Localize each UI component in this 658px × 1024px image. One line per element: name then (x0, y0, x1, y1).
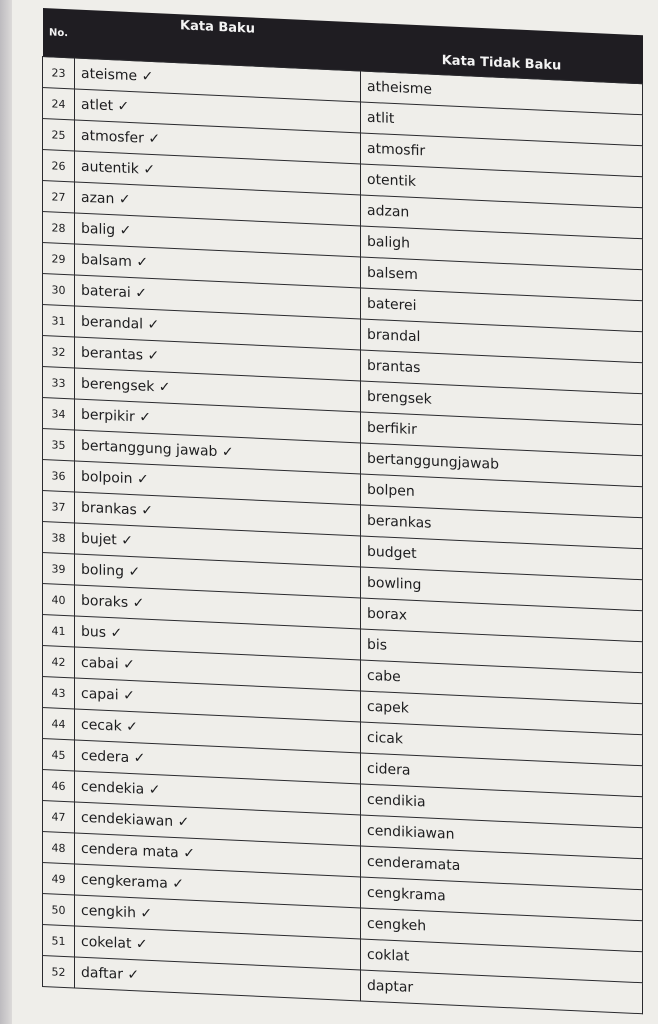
row-number: 46 (43, 770, 75, 802)
kata-baku-cell: berandal ✓ (75, 306, 361, 350)
kata-tidak-baku-cell: cengkeh (361, 908, 643, 952)
kata-tidak-baku-cell: bowling (361, 567, 643, 611)
row-number: 36 (43, 460, 75, 492)
kata-tidak-baku-cell: budget (361, 536, 643, 580)
header-no: No. (43, 8, 75, 58)
row-number: 50 (43, 894, 75, 926)
row-number: 51 (43, 925, 75, 957)
kata-baku-cell: berengsek ✓ (75, 368, 361, 412)
row-number: 29 (43, 243, 75, 275)
kata-tidak-baku-cell: cenderamata (361, 846, 643, 890)
word-table (42, 8, 643, 1014)
row-number: 26 (43, 150, 75, 182)
row-number: 34 (43, 398, 75, 430)
kata-baku-cell: azan ✓ (75, 182, 361, 226)
kata-baku-cell: cendekia ✓ (75, 771, 361, 815)
row-number: 49 (43, 863, 75, 895)
row-number: 28 (43, 212, 75, 244)
row-number: 45 (43, 739, 75, 771)
kata-baku-cell: balig ✓ (75, 213, 361, 257)
kata-tidak-baku-cell: otentik (361, 164, 643, 208)
header-kata-tidak-baku: Kata Tidak Baku (361, 22, 643, 83)
kata-baku-cell: autentik ✓ (75, 151, 361, 195)
kata-baku-cell: cengkih ✓ (75, 895, 361, 939)
kata-baku-cell: cokelat ✓ (75, 926, 361, 970)
kata-baku-cell: ateisme ✓ (75, 58, 361, 102)
kata-baku-cell: atlet ✓ (75, 89, 361, 133)
kata-baku-cell: bertanggung jawab ✓ (75, 430, 361, 474)
kata-tidak-baku-cell: bis (361, 629, 643, 673)
kata-baku-cell: brankas ✓ (75, 492, 361, 536)
kata-tidak-baku-cell: balsem (361, 257, 643, 301)
kata-tidak-baku-cell: capek (361, 691, 643, 735)
row-number: 44 (43, 708, 75, 740)
kata-tidak-baku-cell: cendikiawan (361, 815, 643, 859)
kata-tidak-baku-cell: brengsek (361, 381, 643, 425)
row-number: 42 (43, 646, 75, 678)
row-number: 23 (43, 57, 75, 89)
header-kata-baku: Kata Baku (75, 9, 361, 70)
book-page (12, 0, 658, 1024)
kata-tidak-baku-cell: borax (361, 598, 643, 642)
kata-baku-cell: cendera mata ✓ (75, 833, 361, 877)
kata-baku-cell: boraks ✓ (75, 585, 361, 629)
kata-baku-cell: capai ✓ (75, 678, 361, 722)
word-table-wrapper (42, 8, 642, 1014)
kata-tidak-baku-cell: cendikia (361, 784, 643, 828)
kata-baku-cell: bolpoin ✓ (75, 461, 361, 505)
row-number: 30 (43, 274, 75, 306)
kata-tidak-baku-cell: coklat (361, 939, 643, 983)
kata-tidak-baku-cell: atlit (361, 102, 643, 146)
kata-tidak-baku-cell: brantas (361, 350, 643, 394)
kata-tidak-baku-cell: berankas (361, 505, 643, 549)
row-number: 39 (43, 553, 75, 585)
kata-tidak-baku-cell: bolpen (361, 474, 643, 518)
row-number: 40 (43, 584, 75, 616)
kata-tidak-baku-cell: atmosfir (361, 133, 643, 177)
row-number: 41 (43, 615, 75, 647)
kata-tidak-baku-cell: baligh (361, 226, 643, 270)
kata-baku-cell: baterai ✓ (75, 275, 361, 319)
kata-baku-cell: balsam ✓ (75, 244, 361, 288)
kata-tidak-baku-cell: berfikir (361, 412, 643, 456)
row-number: 38 (43, 522, 75, 554)
row-number: 33 (43, 367, 75, 399)
row-number: 31 (43, 305, 75, 337)
kata-baku-cell: cedera ✓ (75, 740, 361, 784)
kata-tidak-baku-cell: adzan (361, 195, 643, 239)
page-edge (0, 0, 12, 1024)
kata-tidak-baku-cell: baterei (361, 288, 643, 332)
row-number: 43 (43, 677, 75, 709)
kata-baku-cell: daftar ✓ (75, 957, 361, 1001)
kata-baku-cell: bus ✓ (75, 616, 361, 660)
kata-tidak-baku-cell: daptar (361, 970, 643, 1014)
kata-tidak-baku-cell: bertanggungjawab (361, 443, 643, 487)
kata-tidak-baku-cell: brandal (361, 319, 643, 363)
kata-tidak-baku-cell: cabe (361, 660, 643, 704)
row-number: 52 (43, 956, 75, 988)
kata-baku-cell: cabai ✓ (75, 647, 361, 691)
row-number: 47 (43, 801, 75, 833)
row-number: 25 (43, 119, 75, 151)
kata-baku-cell: cendekiawan ✓ (75, 802, 361, 846)
kata-baku-cell: cengkerama ✓ (75, 864, 361, 908)
kata-baku-cell: bujet ✓ (75, 523, 361, 567)
kata-baku-cell: boling ✓ (75, 554, 361, 598)
kata-tidak-baku-cell: atheisme (361, 71, 643, 115)
kata-baku-cell: berantas ✓ (75, 337, 361, 381)
row-number: 32 (43, 336, 75, 368)
kata-baku-cell: atmosfer ✓ (75, 120, 361, 164)
kata-tidak-baku-cell: cicak (361, 722, 643, 766)
kata-tidak-baku-cell: cengkrama (361, 877, 643, 921)
row-number: 24 (43, 88, 75, 120)
row-number: 27 (43, 181, 75, 213)
kata-baku-cell: berpikir ✓ (75, 399, 361, 443)
row-number: 35 (43, 429, 75, 461)
row-number: 37 (43, 491, 75, 523)
kata-tidak-baku-cell: cidera (361, 753, 643, 797)
row-number: 48 (43, 832, 75, 864)
kata-baku-cell: cecak ✓ (75, 709, 361, 753)
